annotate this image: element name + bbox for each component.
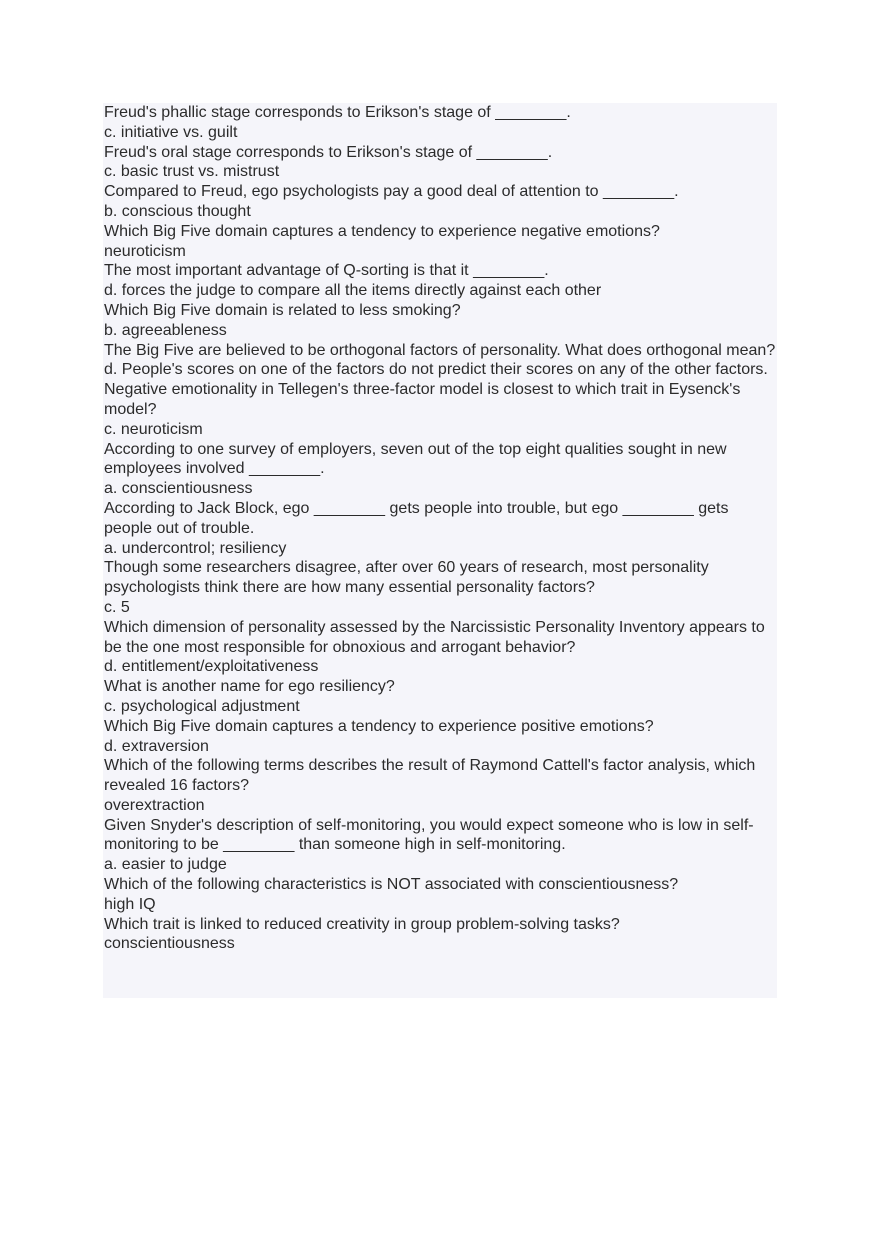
question-text: Given Snyder's description of self-monitoring, you would expect someone who is low in self-monitoring to be ________ than someone high in self-monitoring. [104,816,754,854]
answer-text: high IQ [104,895,156,913]
answer-text: c. 5 [104,598,130,616]
question-text: According to Jack Block, ego ________ gets people into trouble, but ego ________ gets people out of trouble. [104,499,729,537]
answer-text: d. extraversion [104,737,209,755]
answer-text: c. psychological adjustment [104,697,300,715]
question-text: Which Big Five domain is related to less smoking? [104,301,461,319]
answer-text: c. basic trust vs. mistrust [104,163,280,181]
question-text: Which Big Five domain captures a tendency to experience negative emotions? [104,222,660,240]
question-text: The most important advantage of Q-sorting is that it ________. [104,262,549,280]
answer-text: d. forces the judge to compare all the items directly against each other [104,282,602,300]
answer-text: overextraction [104,796,205,814]
question-text: Negative emotionality in Tellegen's three-factor model is closest to which trait in Eysenck's model? [104,381,741,418]
answer-text: a. undercontrol; resiliency [104,539,287,557]
question-text: According to one survey of employers, seven out of the top eight qualities sought in new employees involved ________. [104,440,727,478]
question-text: Which trait is linked to reduced creativity in group problem-solving tasks? [104,915,620,933]
answer-text: b. agreeableness [104,321,227,339]
question-text: Which dimension of personality assessed by the Narcissistic Personality Inventory appears to be the one most responsible for obnoxious and arrogant behavior? [104,618,765,656]
question-text: Which Big Five domain captures a tendency to experience positive emotions? [104,717,654,735]
question-text: Compared to Freud, ego psychologists pay a good deal of attention to ________. [104,183,679,201]
answer-text: a. easier to judge [104,856,227,874]
answer-text: neuroticism [104,242,186,260]
question-text: Freud's oral stage corresponds to Erikson's stage of ________. [104,143,553,161]
question-text: Which of the following terms describes the result of Raymond Cattell's factor analysis, which revealed 16 factors? [104,757,756,795]
question-text: Which of the following characteristics is NOT associated with conscientiousness? [104,876,679,894]
answer-text: d. People's scores on one of the factors do not predict their scores on any of the other factors. [104,361,768,379]
answer-text: b. conscious thought [104,202,251,220]
answer-text: c. initiative vs. guilt [104,123,238,141]
question-text: The Big Five are believed to be orthogonal factors of personality. What does orthogonal mean? [104,341,776,359]
answer-text: conscientiousness [104,935,235,953]
question-text: What is another name for ego resiliency? [104,678,395,696]
question-text: Though some researchers disagree, after over 60 years of research, most personality psychologists think there are how many essential personality factors? [104,559,709,597]
question-text: Freud's phallic stage corresponds to Erikson's stage of ________. [104,104,571,121]
answer-text: c. neuroticism [104,420,203,438]
answer-text: a. conscientiousness [104,480,253,498]
question-answer-block [103,103,777,998]
answer-text: d. entitlement/exploitativeness [104,658,319,676]
